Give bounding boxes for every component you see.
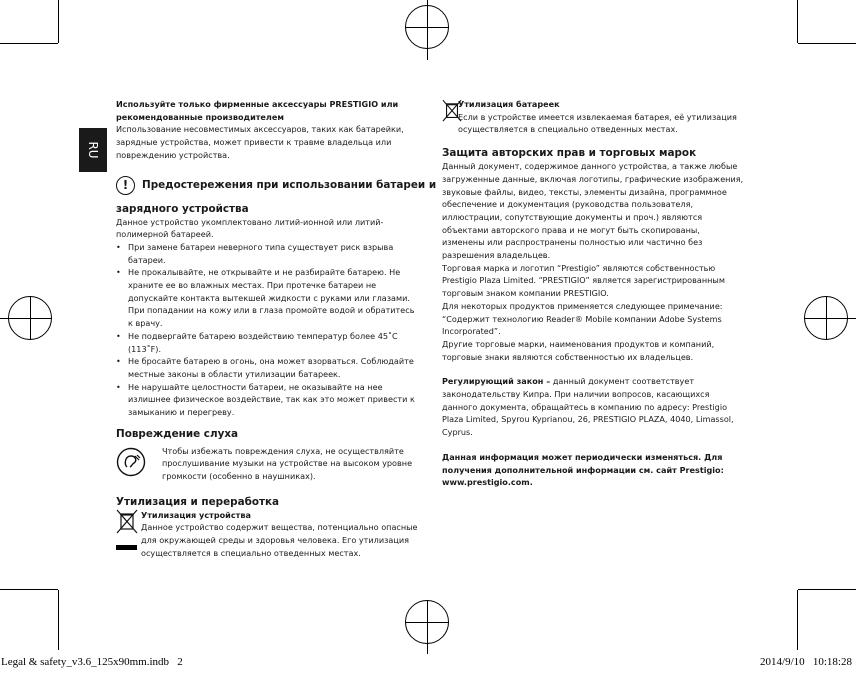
update-notice: Данная информация может периодически изменяться. Для получения дополнительной информации см. сайт Prestigio: www.prestigio.com. bbox=[442, 451, 724, 488]
battery-title-line2: зарядного устройства bbox=[116, 202, 249, 215]
battery-title-row bbox=[116, 176, 437, 200]
copyright-text-3: Для некоторых продуктов применяется следующее примечание: “Содержит технологию Reader® Mobile компании Adobe Systems Incorporated”. bbox=[442, 300, 723, 337]
copyright-text-2: Торговая марка и логотип “Prestigio” являются собственностью Prestigio Plaza Limited. “PRESTIGIO” является зарегистрированным торговым знаком компании PRESTIGIO. bbox=[442, 262, 725, 299]
copyright-text-1: Данный документ, содержимое данного устройства, а также любые загруженные данные, включая логотипы, графические изображения, звуковые файлы, видео, тексты, элементы дизайна, программное обеспечение и документация (руководства пользователя, иллюстрации, сопутствующие документы и проч.) являются объектами авторского права и не могут быть скопированы, изменены или распространены полностью или частично без разрешения владельцев. bbox=[442, 161, 744, 261]
list-item: • Не нарушайте целостности батареи, не оказывайте на нее излишнее физическое воздействие, так как это может привести к замыканию и перегреву. bbox=[116, 381, 418, 419]
battery-list bbox=[116, 241, 418, 419]
registration-mark-bottom bbox=[405, 600, 449, 644]
device-disposal-block bbox=[116, 509, 418, 560]
language-tab: RU bbox=[79, 128, 107, 172]
accessories-text: Использование несовместимых аксессуаров, таких как батарейки, зарядные устройства, может привести к травме владельца или повреждению устройства. bbox=[116, 124, 404, 160]
list-item: • При замене батареи неверного типа существует риск взрыва батареи. bbox=[116, 241, 418, 266]
footer-file: Legal & safety_v3.6_125x90mm.indb 2 bbox=[1, 656, 183, 668]
hearing-title: Повреждение слуха bbox=[116, 427, 239, 440]
left-column bbox=[116, 98, 437, 560]
registration-mark-left bbox=[8, 296, 52, 340]
footer-timestamp: 2014/9/10 10:18:28 bbox=[760, 656, 852, 668]
list-item: • Не подвергайте батарею воздействию температур более 45˚C (113˚F). bbox=[116, 330, 418, 355]
recycling-title: Утилизация и переработка bbox=[116, 495, 280, 508]
hearing-block bbox=[116, 445, 418, 485]
accessories-title: Используйте только фирменные аксессуары PRESTIGIO или рекомендованные производителем bbox=[116, 99, 399, 122]
law-text: данный документ соответствует законодательству Кипра. При наличии вопросов, касающихся данного документа, обращайтесь в компанию по адресу: Prestigio Plaza Limited, Spyrou Kyprianou, 26, PRESTIGIO PLAZA, 4040, Limassol, Cyprus. bbox=[442, 376, 734, 438]
list-item: • Не прокалывайте, не открывайте и не разбирайте батарею. Не храните ее во влажных местах. При протечке батареи не допускайте контакта вытекшей жидкости с руками или глазами. При попадании на кожу или в глаза промойте водой и обратитесь к врачу. bbox=[116, 266, 418, 330]
list-item: • Не бросайте батарею в огонь, она может взорваться. Соблюдайте местные законы в области утилизации батареек. bbox=[116, 355, 418, 380]
disposal-bar bbox=[116, 545, 137, 550]
law-paragraph bbox=[442, 375, 744, 439]
warning-icon: ! bbox=[116, 176, 135, 195]
battery-intro: Данное устройство укомплектовано литий-ионной или литий-полимерной батареей. bbox=[116, 216, 384, 240]
right-column bbox=[442, 98, 744, 489]
registration-mark-top bbox=[405, 5, 449, 49]
device-disposal-title: Утилизация устройства bbox=[141, 509, 251, 520]
law-label: Регулирующий закон – bbox=[442, 376, 551, 387]
crossed-bin-icon bbox=[116, 509, 138, 537]
battery-title: Предостережения при использовании батареи и bbox=[142, 178, 437, 191]
hearing-text: Чтобы избежать повреждения слуха, не осуществляйте прослушивание музыки на устройстве на высоком уровне громкости (особенно в наушниках). bbox=[162, 445, 413, 482]
battery-disposal-title: Утилизация батареек bbox=[458, 99, 560, 109]
device-disposal-text: Данное устройство содержит вещества, потенциально опасные для окружающей среды и здоровья человека. Его утилизация осуществляется в специально отведенных местах. bbox=[141, 522, 418, 558]
copyright-title: Защита авторских прав и торговых марок bbox=[442, 147, 697, 160]
crossed-bin-icon bbox=[442, 98, 462, 126]
hearing-icon bbox=[116, 447, 146, 477]
registration-mark-right bbox=[804, 296, 848, 340]
copyright-text-4: Другие торговые марки, наименования продуктов и компаний, торговые знаки являются собственностью их владельцев. bbox=[442, 338, 715, 362]
battery-disposal-block bbox=[442, 98, 744, 136]
battery-disposal-text: Если в устройстве имеется извлекаемая батарея, её утилизация осуществляется в специально отведенных местах. bbox=[458, 111, 737, 135]
